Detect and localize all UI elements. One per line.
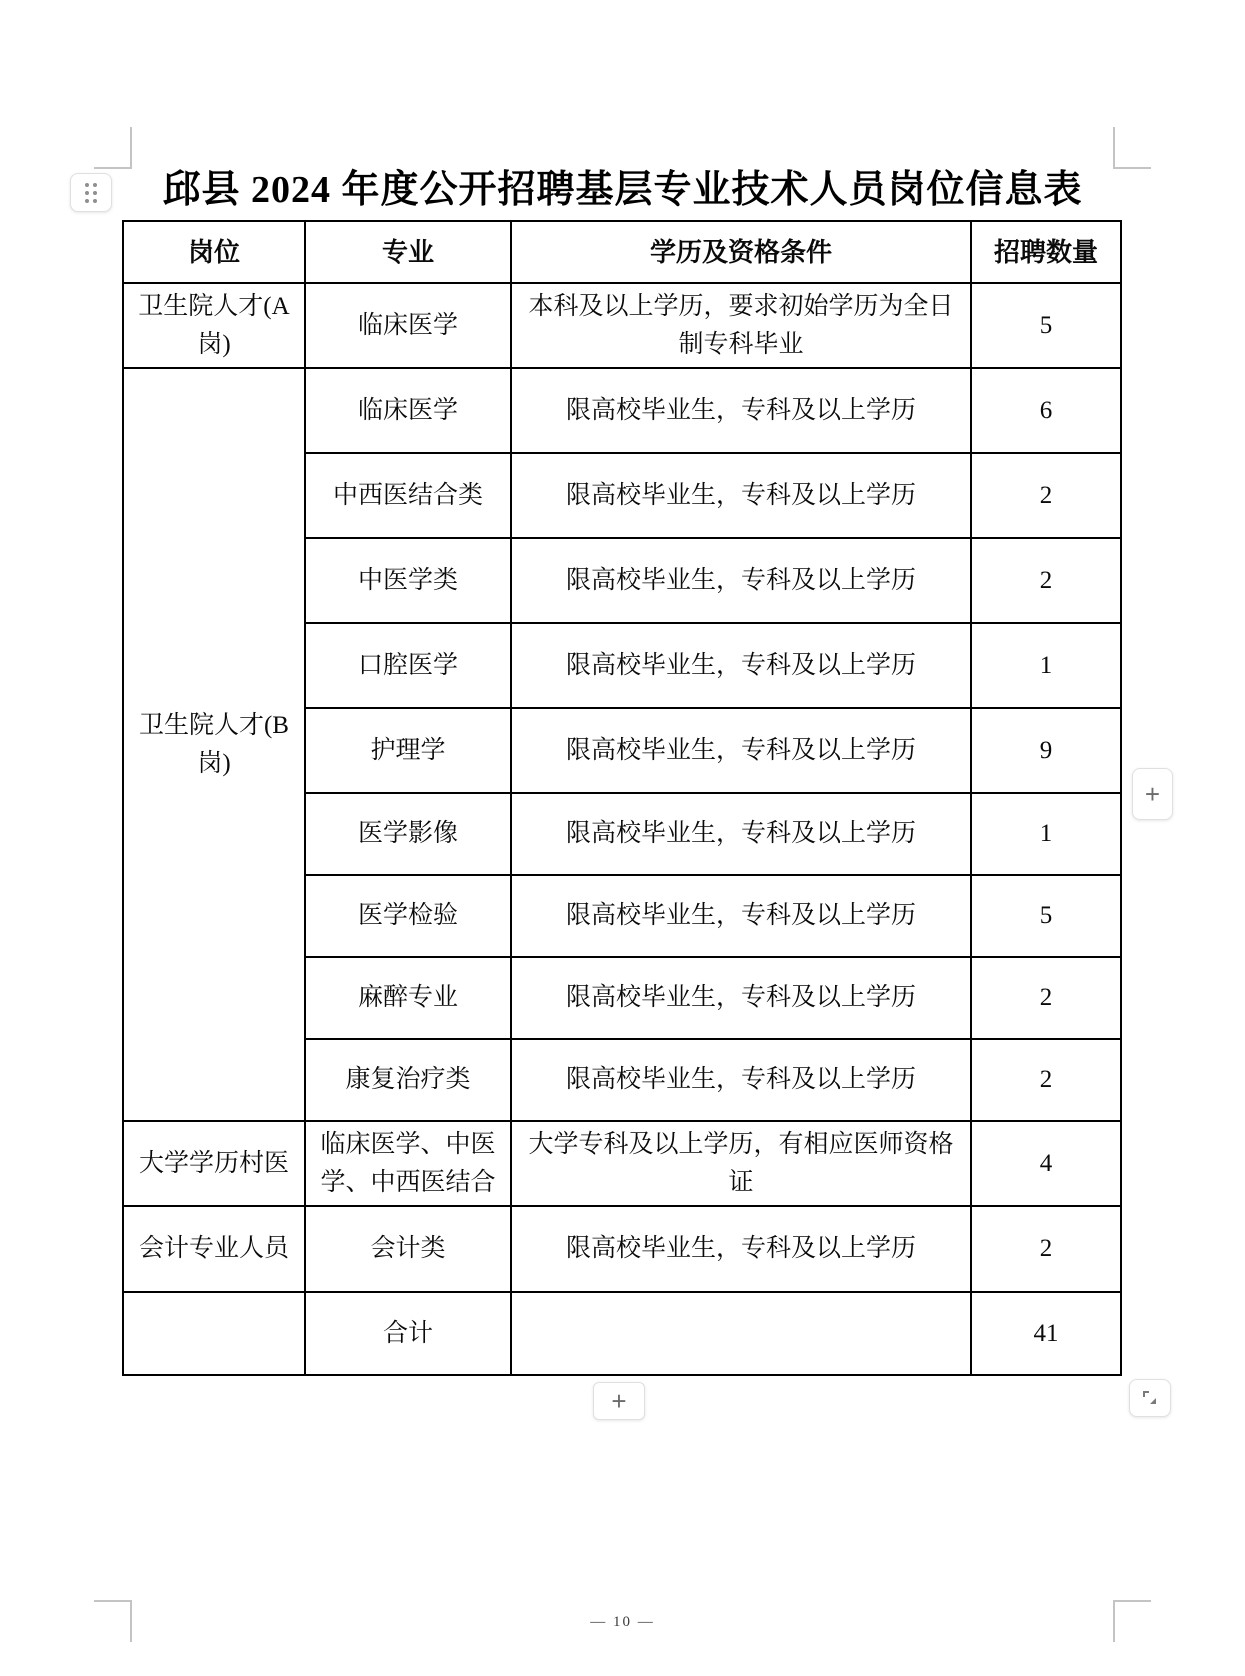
cell-major[interactable]: 医学检验 bbox=[305, 875, 511, 957]
cell-major[interactable]: 会计类 bbox=[305, 1206, 511, 1292]
cell-condition[interactable]: 限高校毕业生，专科及以上学历 bbox=[511, 875, 971, 957]
job-info-table bbox=[122, 220, 1122, 1376]
table-row-clinical bbox=[123, 368, 1121, 453]
cell-condition[interactable]: 大学专科及以上学历，有相应医师资格证 bbox=[511, 1121, 971, 1206]
cell-major[interactable]: 康复治疗类 bbox=[305, 1039, 511, 1121]
cell-condition[interactable]: 限高校毕业生，专科及以上学历 bbox=[511, 368, 971, 453]
expand-icon bbox=[1141, 1389, 1159, 1407]
col-header-position[interactable]: 岗位 bbox=[123, 221, 305, 283]
col-header-count[interactable]: 招聘数量 bbox=[971, 221, 1121, 283]
table-row-health-a bbox=[123, 283, 1121, 368]
table-header-row bbox=[123, 221, 1121, 283]
margin-mark-bottom-right bbox=[1113, 1600, 1151, 1642]
cell-count[interactable]: 2 bbox=[971, 1039, 1121, 1121]
cell-count[interactable]: 2 bbox=[971, 453, 1121, 538]
cell-count[interactable]: 2 bbox=[971, 538, 1121, 623]
cell-major[interactable]: 临床医学、中医学、中西医结合 bbox=[305, 1121, 511, 1206]
cell-major[interactable]: 合计 bbox=[305, 1292, 511, 1375]
expand-table-button[interactable] bbox=[1129, 1379, 1171, 1417]
drag-dots-icon bbox=[85, 183, 97, 203]
cell-position[interactable]: 大学学历村医 bbox=[123, 1121, 305, 1206]
cell-count[interactable]: 9 bbox=[971, 708, 1121, 793]
cell-major[interactable]: 口腔医学 bbox=[305, 623, 511, 708]
table-drag-handle[interactable] bbox=[70, 173, 112, 212]
page-number: — 10 — bbox=[590, 1614, 655, 1630]
cell-condition[interactable]: 限高校毕业生，专科及以上学历 bbox=[511, 623, 971, 708]
col-header-condition[interactable]: 学历及资格条件 bbox=[511, 221, 971, 283]
cell-count[interactable]: 1 bbox=[971, 623, 1121, 708]
cell-position[interactable]: 会计专业人员 bbox=[123, 1206, 305, 1292]
margin-mark-bottom-left bbox=[94, 1600, 132, 1642]
page-title: 邱县 2024 年度公开招聘基层专业技术人员岗位信息表 bbox=[162, 169, 1083, 211]
cell-major[interactable]: 医学影像 bbox=[305, 793, 511, 875]
cell-major[interactable]: 临床医学 bbox=[305, 368, 511, 453]
cell-count[interactable]: 5 bbox=[971, 875, 1121, 957]
cell-major[interactable]: 麻醉专业 bbox=[305, 957, 511, 1039]
margin-mark-top-right bbox=[1113, 127, 1151, 169]
cell-major[interactable]: 临床医学 bbox=[305, 283, 511, 368]
cell-condition[interactable]: 限高校毕业生，专科及以上学历 bbox=[511, 1206, 971, 1292]
table-row-total bbox=[123, 1292, 1121, 1375]
cell-count[interactable]: 4 bbox=[971, 1121, 1121, 1206]
cell-major[interactable]: 中西医结合类 bbox=[305, 453, 511, 538]
cell-position[interactable] bbox=[123, 1292, 305, 1375]
cell-condition[interactable]: 限高校毕业生，专科及以上学历 bbox=[511, 793, 971, 875]
cell-condition[interactable]: 限高校毕业生，专科及以上学历 bbox=[511, 957, 971, 1039]
cell-position-merged-b[interactable]: 卫生院人才(B岗) bbox=[123, 368, 305, 1121]
cell-condition[interactable]: 限高校毕业生，专科及以上学历 bbox=[511, 453, 971, 538]
cell-position[interactable]: 卫生院人才(A岗) bbox=[123, 283, 305, 368]
cell-count[interactable]: 1 bbox=[971, 793, 1121, 875]
cell-major[interactable]: 护理学 bbox=[305, 708, 511, 793]
cell-major[interactable]: 中医学类 bbox=[305, 538, 511, 623]
add-column-button[interactable]: + bbox=[1132, 768, 1173, 820]
cell-condition[interactable] bbox=[511, 1292, 971, 1375]
cell-count[interactable]: 6 bbox=[971, 368, 1121, 453]
add-row-button[interactable]: + bbox=[593, 1382, 645, 1420]
cell-condition[interactable]: 本科及以上学历，要求初始学历为全日制专科毕业 bbox=[511, 283, 971, 368]
table-row-village-doctor bbox=[123, 1121, 1121, 1206]
margin-mark-top-left bbox=[94, 127, 132, 169]
cell-condition[interactable]: 限高校毕业生，专科及以上学历 bbox=[511, 708, 971, 793]
cell-count[interactable]: 5 bbox=[971, 283, 1121, 368]
cell-count[interactable]: 41 bbox=[971, 1292, 1121, 1375]
cell-count[interactable]: 2 bbox=[971, 1206, 1121, 1292]
col-header-major[interactable]: 专业 bbox=[305, 221, 511, 283]
cell-count[interactable]: 2 bbox=[971, 957, 1121, 1039]
cell-condition[interactable]: 限高校毕业生，专科及以上学历 bbox=[511, 1039, 971, 1121]
cell-condition[interactable]: 限高校毕业生，专科及以上学历 bbox=[511, 538, 971, 623]
table-row-accounting bbox=[123, 1206, 1121, 1292]
